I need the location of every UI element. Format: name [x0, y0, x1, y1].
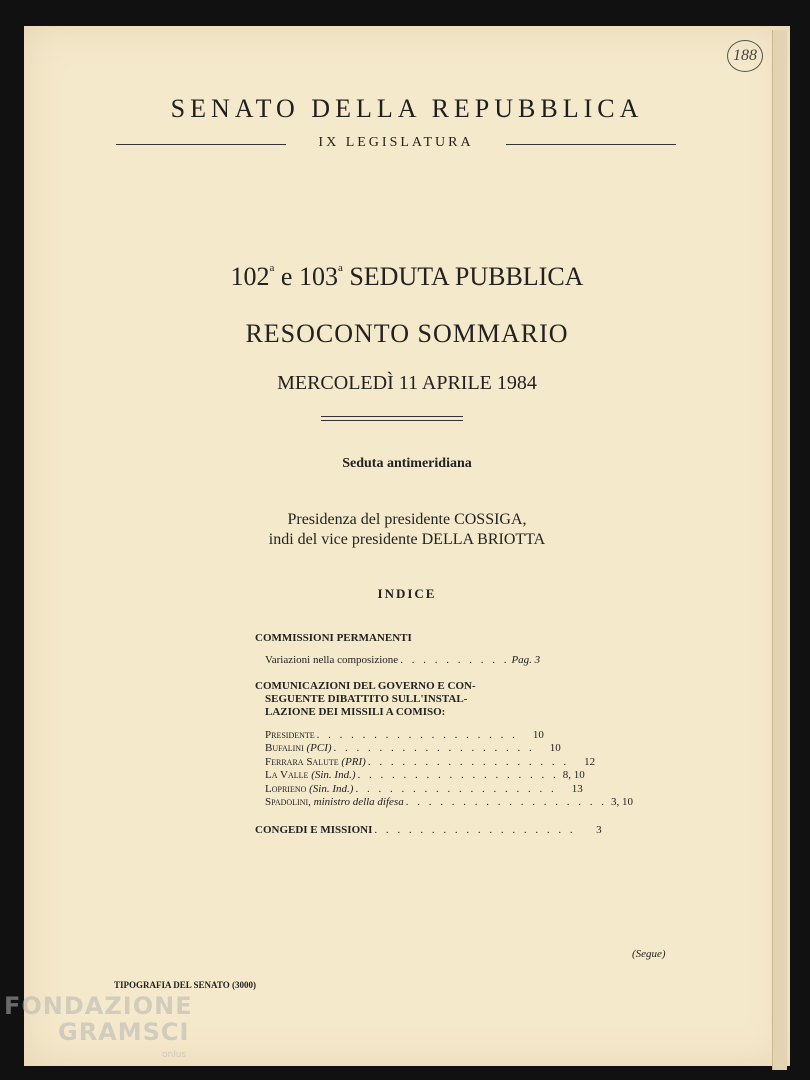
toc-entry: Loprieno (Sin. Ind.) . . . . . . . . . . . . . . . . . . 13: [265, 782, 583, 795]
toc-heading-line: COMUNICAZIONI DEL GOVERNO E CON-: [255, 679, 476, 692]
legislatura-row: [116, 135, 676, 155]
legislatura-label: IX LEGISLATURA: [306, 135, 485, 150]
seduta-sup-2: a: [337, 262, 343, 274]
indice-title: INDICE: [377, 586, 437, 601]
toc-heading-line: SEGUENTE DIBATTITO SULL'INSTAL-: [265, 692, 468, 705]
session-date: MERCOLEDÌ 11 APRILE 1984: [277, 372, 537, 394]
toc-entry: Ferrara Salute (PRI) . . . . . . . . . . . . . . . . . . 12: [265, 755, 596, 768]
watermark: [4, 966, 234, 1066]
printer-label: TIPOGRAFIA DEL SENATO (3000): [114, 980, 256, 990]
segue-label: (Segue): [632, 948, 666, 960]
toc-section-heading-block: [255, 680, 535, 719]
document-page: [24, 26, 790, 1066]
toc-entry: CONGEDI E MISSIONI . . . . . . . . . . . . . . . . . . 3: [255, 823, 602, 836]
toc-entry: Variazioni nella composizione . . . . . . . . . . Pag. 3: [265, 654, 541, 666]
table-of-contents: [255, 632, 633, 837]
presidenza-line-2: indi del vice presidente DELLA BRIOTTA: [268, 531, 546, 548]
toc-entry: Presidente . . . . . . . . . . . . . . . . . . 10: [265, 728, 544, 741]
seduta-conj: e: [280, 262, 293, 291]
seduta-rest: SEDUTA PUBBLICA: [349, 262, 584, 291]
archive-number-stamp: 188: [727, 40, 763, 72]
presidenza: [24, 510, 790, 550]
toc-heading-line: LAZIONE DEI MISSILI A COMISO:: [265, 705, 446, 718]
session-type: Seduta antimeridiana: [342, 456, 472, 471]
toc-entry: Bufalini (PCI) . . . . . . . . . . . . . . . . . . 10: [265, 742, 561, 754]
resoconto-title: RESOCONTO SOMMARIO: [245, 319, 569, 348]
senate-title: SENATO DELLA REPUBBLICA: [170, 94, 644, 123]
speaker-list: [255, 728, 633, 810]
watermark-line-3: onlus: [162, 1050, 187, 1060]
seduta-sup-1: a: [269, 262, 275, 274]
seduta-title: [24, 262, 790, 292]
watermark-line-1: FONDAZIONE: [4, 992, 193, 1020]
page-edge: [772, 30, 787, 1070]
seduta-number-1: 102: [230, 262, 270, 291]
divider-rule: [321, 416, 463, 421]
watermark-line-2: GRAMSCI: [58, 1018, 190, 1046]
presidenza-line-1: Presidenza del presidente COSSIGA,: [287, 511, 527, 528]
seduta-number-2: 103: [298, 262, 338, 291]
toc-section-heading: COMMISSIONI PERMANENTI: [255, 632, 412, 644]
toc-entry: La Valle (Sin. Ind.) . . . . . . . . . . . . . . . . . . 8, 10: [265, 769, 585, 781]
toc-entry: Spadolini, ministro della difesa . . . . . . . . . . . . . . . . . . 3, 10: [265, 796, 633, 808]
